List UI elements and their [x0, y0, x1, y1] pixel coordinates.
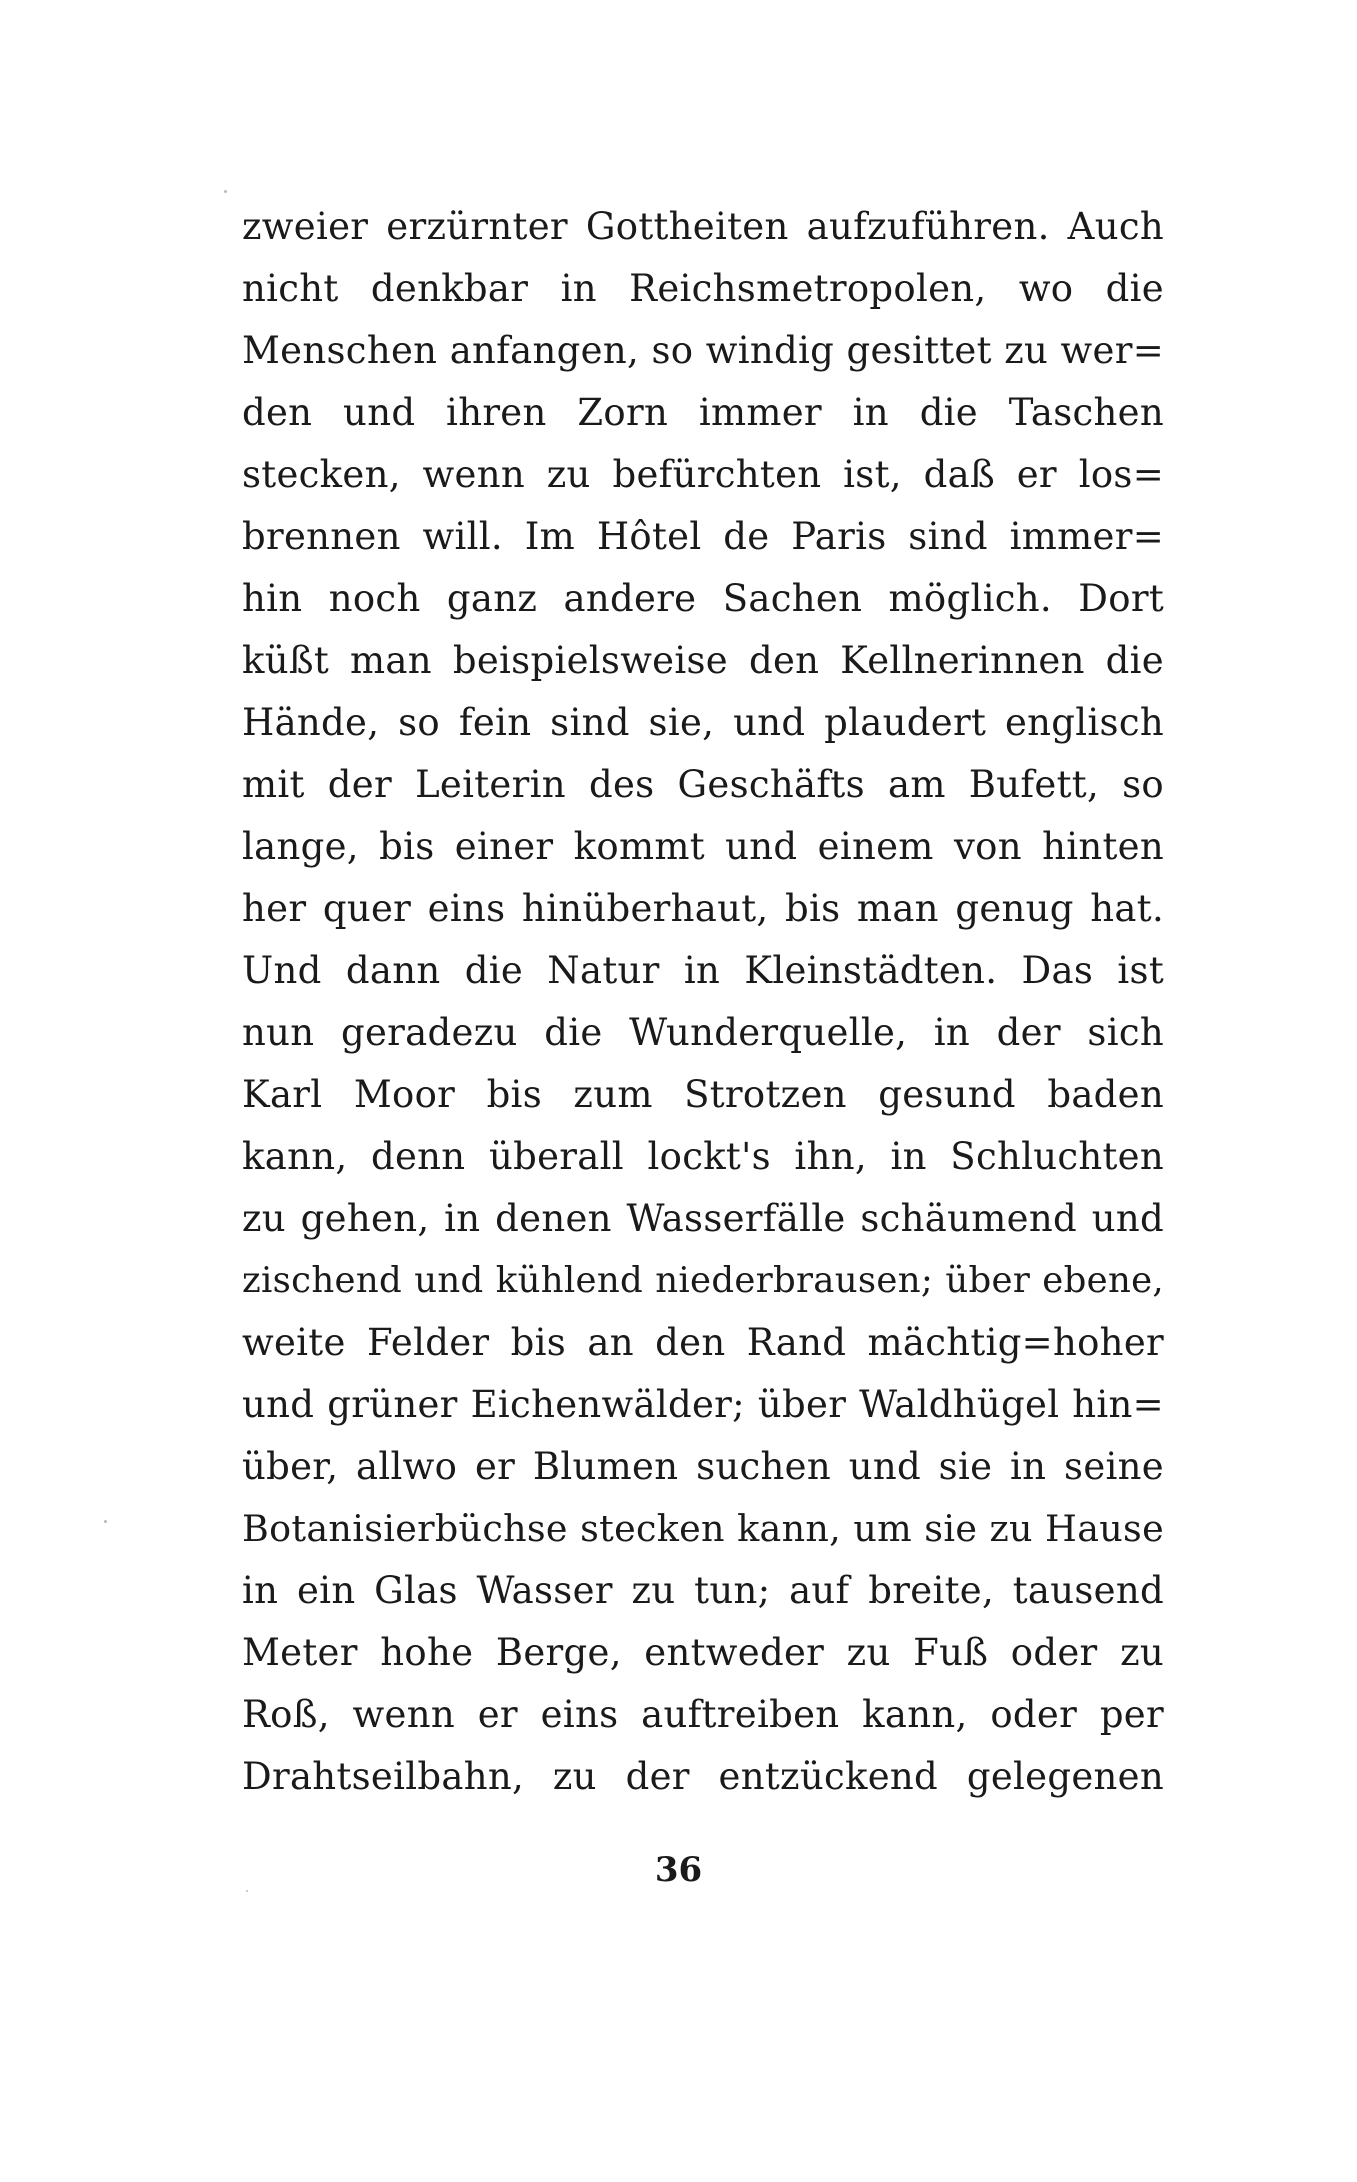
- scan-speck: [104, 1520, 107, 1523]
- text-line: Botanisierbüchse stecken kann, um sie zu Hause: [242, 1507, 1164, 1550]
- text-line: Roß, wenn er eins auftreiben kann, oder per: [242, 1693, 1164, 1736]
- text-line: Menschen anfangen, so windig gesittet zu wer=: [242, 329, 1164, 372]
- text-line: kann, denn überall lockt's ihn, in Schluchten: [242, 1135, 1164, 1178]
- text-line: zweier erzürnter Gottheiten aufzuführen. Auch: [242, 205, 1164, 248]
- text-line: den und ihren Zorn immer in die Taschen: [242, 391, 1164, 434]
- scan-speck: [224, 190, 227, 193]
- text-line: nun geradezu die Wunderquelle, in der sich: [242, 1011, 1164, 1054]
- text-line: Und dann die Natur in Kleinstädten. Das ist: [242, 949, 1164, 992]
- text-line: und grüner Eichenwälder; über Waldhügel hin=: [242, 1383, 1164, 1426]
- page-number: 36: [654, 1850, 703, 1890]
- text-line: weite Felder bis an den Rand mächtig=hoher: [242, 1321, 1164, 1364]
- text-line: mit der Leiterin des Geschäfts am Bufett, so: [242, 763, 1164, 806]
- text-line: nicht denkbar in Reichsmetropolen, wo die: [242, 267, 1164, 310]
- text-line: hin noch ganz andere Sachen möglich. Dort: [242, 577, 1164, 620]
- text-line: stecken, wenn zu befürchten ist, daß er los=: [242, 453, 1164, 496]
- text-line: zischend und kühlend niederbrausen; über ebene,: [242, 1260, 1164, 1301]
- text-line: zu gehen, in denen Wasserfälle schäumend und: [242, 1197, 1164, 1240]
- text-line: lange, bis einer kommt und einem von hinten: [242, 825, 1164, 868]
- text-line: brennen will. Im Hôtel de Paris sind immer=: [242, 515, 1164, 558]
- body-text: [242, 196, 1164, 1808]
- text-line: Karl Moor bis zum Strotzen gesund baden: [242, 1073, 1164, 1116]
- text-line: Drahtseilbahn, zu der entzückend gelegenen: [242, 1755, 1164, 1798]
- text-line: über, allwo er Blumen suchen und sie in seine: [242, 1445, 1164, 1488]
- text-line: in ein Glas Wasser zu tun; auf breite, tausend: [242, 1569, 1164, 1612]
- text-line: her quer eins hinüberhaut, bis man genug hat.: [242, 887, 1164, 930]
- scan-speck: [246, 1890, 248, 1892]
- text-line: küßt man beispielsweise den Kellnerinnen die: [242, 639, 1164, 682]
- text-line: Hände, so fein sind sie, und plaudert englisch: [242, 701, 1164, 744]
- text-line: Meter hohe Berge, entweder zu Fuß oder zu: [242, 1631, 1164, 1674]
